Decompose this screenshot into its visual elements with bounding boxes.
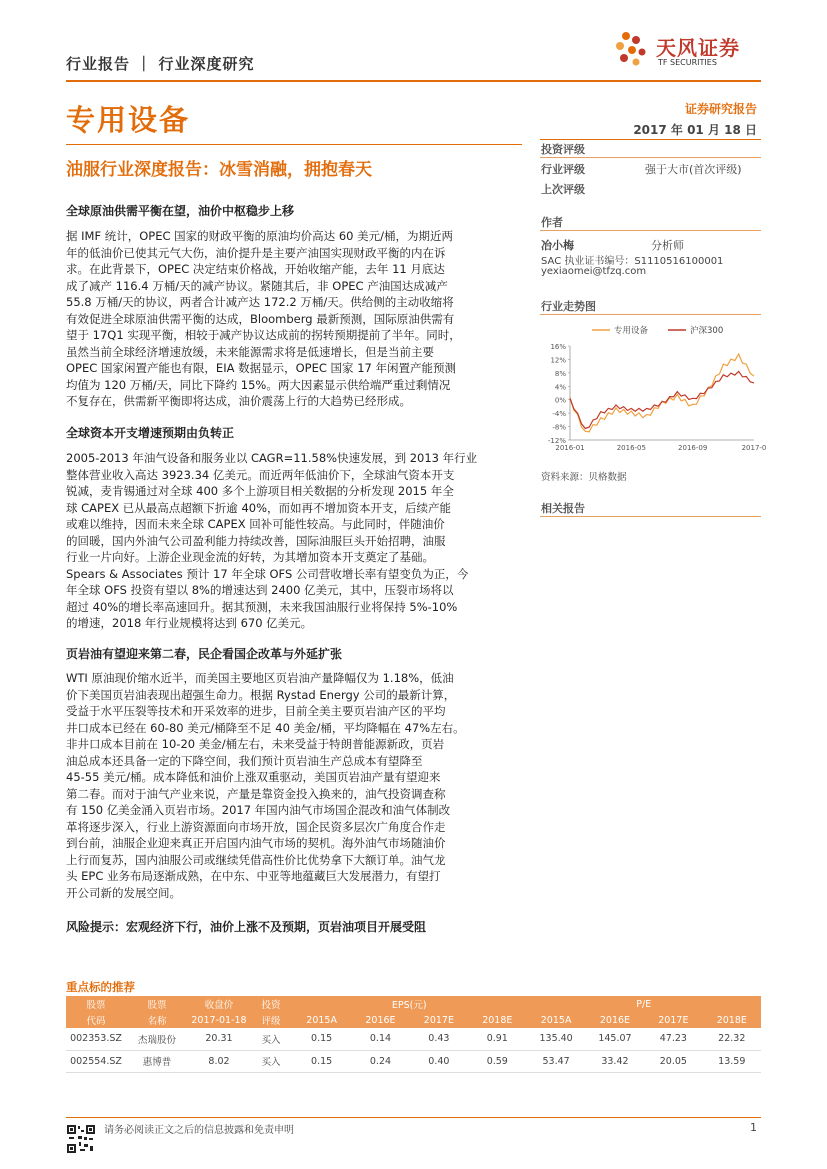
text-line: 超过 40%的增长率高速回升。据其预测，未来我国油服行业将保持 5%-10% (66, 599, 458, 614)
sidebar-rule (540, 516, 761, 517)
rec-title: 重点标的推荐 (66, 980, 135, 994)
table-header: 名称 (126, 1012, 188, 1028)
section-heading-3: 页岩油有望迎来第二春，民企看国企改革与外延扩张 (66, 647, 343, 661)
table-header: 2017-01-18 (188, 1012, 250, 1028)
table-cell: 0.43 (410, 1028, 468, 1050)
table-cell: 47.23 (644, 1028, 702, 1050)
text-line: 55.8 万桶/天的协议，两者合计减产达 172.2 万桶/天。供给侧的主动收缩将 (66, 295, 454, 309)
table-header-row (66, 1012, 761, 1028)
author-sac: SAC 执业证书编号：S1110516100001 (541, 256, 724, 267)
table-cell: 8.02 (188, 1050, 250, 1072)
text-line: 的增速，2018 年行业规模将达到 670 亿美元。 (66, 616, 313, 630)
related-title: 相关报告 (541, 502, 585, 515)
table-cell: 0.40 (410, 1050, 468, 1072)
qr-code-icon (66, 1124, 96, 1154)
table-header-row (66, 996, 761, 1012)
table-header: EPS(元) (292, 996, 526, 1012)
table-header: 投资 (250, 996, 292, 1012)
y-tick-label: 8% (554, 369, 566, 378)
text-line: 望于 17Q1 实现平衡，相较于减产协议达成前的拐转预期提前了半年。同时， (66, 328, 461, 342)
chart-title: 行业走势图 (541, 300, 596, 313)
text-line: 有 150 亿美金涌入页岩市场。2017 年国内油气市场国企混改和油气体制改 (66, 803, 451, 817)
table-cell: 53.47 (526, 1050, 585, 1072)
table-header: 收盘价 (188, 996, 250, 1012)
side-rule (540, 139, 761, 140)
text-line: 有效促进全球原油供需平衡的达成，Bloomberg 最新预测，国际原油供需有 (66, 311, 455, 326)
table-cell: 惠博普 (126, 1050, 188, 1072)
x-tick-label: 2017-0 (741, 444, 767, 452)
header-rule (66, 80, 761, 82)
text-line: 45-55 美元/桶。成本降低和油价上涨双重驱动，美国页岩油产量有望迎来 (66, 770, 441, 784)
table-cell: 002554.SZ (66, 1050, 126, 1072)
text-line: 行业一片向好。上游企业现金流的好转，为其增加资本开支奠定了基础。 (66, 550, 434, 564)
logo (612, 28, 762, 72)
footer-rule (66, 1117, 761, 1118)
table-header: 2018E (468, 1012, 526, 1028)
report-type: 证券研究报告 (684, 102, 757, 116)
table-header: 股票 (126, 996, 188, 1012)
table-header: 2015A (292, 1012, 351, 1028)
text-line: WTI 原油现价缩水近半，而美国主要地区页岩油产量降幅仅为 1.18%，低油 (66, 671, 454, 685)
risk-warning: 风险提示：宏观经济下行，油价上涨不及预期，页岩油项目开展受阻 (66, 920, 427, 934)
legend-label: 沪深300 (690, 326, 724, 336)
table-cell: 20.05 (644, 1050, 702, 1072)
table-cell: 0.14 (351, 1028, 409, 1050)
text-line: 年的低油价已使其元气大伤，油价提升是主要产油国实现财政平衡的内在诉 (66, 245, 446, 260)
sidebar-rule (540, 314, 761, 315)
chart-source: 资料来源：贝格数据 (541, 472, 627, 483)
table-cell: 22.32 (703, 1028, 761, 1050)
text-line: 球 CAPEX 已从最高点超额下折逾 40%，而如再不增加资本开支，后续产能 (66, 500, 451, 515)
sector-title: 专用设备 (66, 103, 191, 137)
table-cell: 0.24 (351, 1050, 409, 1072)
text-line: 价下美国页岩油表现出超强生命力。根据 Rystad Energy 公司的最新计算， (66, 687, 456, 702)
text-line: 到台前，油服企业迎来真正开启国内油气市场的契机。海外油气市场随油价 (66, 836, 446, 850)
text-line: 第二春。而对于油气产业来说，产量是靠资金投入换来的，油气投资调查称 (66, 786, 446, 801)
table-header: 2016E (351, 1012, 409, 1028)
section-heading-1: 全球原油供需平衡在望，油价中枢稳步上移 (66, 204, 295, 218)
text-line: 成了减产 116.4 万桶/天的减产协议。紧随其后，非 OPEC 产油国达成减产 (66, 278, 448, 293)
text-line: 头 EPC 业务布局逐渐成熟，在中东、中亚等地蕴藏巨大发展潜力，有望打 (66, 869, 441, 883)
legend-label: 专用设备 (614, 326, 649, 336)
report-date: 2017 年 01 月 18 日 (633, 123, 757, 137)
series-line-1 (570, 354, 754, 432)
x-tick-label: 2016-01 (555, 444, 585, 452)
x-tick-label: 2016-05 (616, 444, 646, 452)
industry-trend-chart (540, 318, 767, 458)
prev-rating-label: 上次评级 (541, 183, 585, 196)
table-cell: 135.40 (526, 1028, 585, 1050)
table-row (66, 1028, 761, 1050)
section-body-3 (66, 670, 522, 901)
table-header: 评级 (250, 1012, 292, 1028)
table-header: 代码 (66, 1012, 126, 1028)
y-tick-label: 0% (554, 396, 566, 405)
text-line: 开公司新的发展空间。 (66, 885, 181, 900)
table-cell: 0.15 (292, 1028, 351, 1050)
text-line: OPEC 国家闲置产能也有限，EIA 数据显示，OPEC 国家 17 年闲置产能预测 (66, 361, 456, 375)
section-body-1 (66, 228, 522, 410)
text-line: 锐减，麦肯锡通过对全球 400 多个上游项目相关数据的分析发现 2015 年全 (66, 484, 454, 498)
text-line: 或难以维持，因而未来全球 CAPEX 回补可能性较高。与此同时，伴随油价 (66, 517, 445, 531)
text-line: 受益于水平压裂等技术和开采效率的进步，目前全美主要页岩油产区的平均 (66, 704, 446, 718)
recommendation-table (66, 996, 761, 1073)
text-line: 2005-2013 年油气设备和服务业以 CAGR=11.58%快速发展，到 2013 年行业 (66, 451, 478, 465)
page-number: 1 (750, 1121, 757, 1134)
text-line: 非井口成本目前在 10-20 美金/桶左右，未来受益于特朗普能源新政，页岩 (66, 737, 445, 751)
text-line: 整体营业收入高达 3923.34 亿美元。而近两年低油价下，全球油气资本开支 (66, 467, 455, 482)
report-title: 油服行业深度报告：冰雪消融，拥抱春天 (66, 160, 372, 180)
author-title: 作者 (541, 216, 563, 229)
text-line: 井口成本已经在 60-80 美元/桶降至不足 40 美金/桶，平均降幅在 47%左右。 (66, 720, 465, 735)
y-tick-label: -8% (552, 423, 566, 432)
logo-text-en: TF SECURITIES (658, 58, 717, 67)
rating-title: 投资评级 (541, 143, 585, 156)
y-tick-label: 16% (550, 343, 566, 351)
table-cell: 145.07 (586, 1028, 644, 1050)
table-header: 2016E (586, 1012, 644, 1028)
text-line: 年全球 OFS 投资有望以 8%的增速达到 2400 亿美元，其中，压裂市场将以 (66, 583, 454, 597)
text-line: 革将逐步深入，行业上游资源面向市场开放，国企民资多层次广角度合作走 (66, 819, 446, 834)
table-cell: 13.59 (703, 1050, 761, 1072)
text-line: 上行而复苏，国内油服公司或继续凭借高性价比优势拿下大额订单。油气龙 (66, 852, 446, 867)
y-tick-label: -12% (547, 437, 566, 445)
logo-icon (612, 30, 652, 70)
main-rule (66, 144, 522, 145)
text-line: 的回暖，国内外油气公司盈利能力持续改善，国际油服巨头开始招聘，油服 (66, 533, 446, 548)
text-line: Spears & Associates 预计 17 年全球 OFS 公司营收增长率有望变负为正，今 (66, 566, 469, 581)
table-header: 2018E (703, 1012, 761, 1028)
author-role: 分析师 (651, 239, 684, 252)
text-line: 据 IMF 统计，OPEC 国家的财政平衡的原油均价高达 60 美元/桶，为期近两 (66, 229, 453, 243)
table-cell: 002353.SZ (66, 1028, 126, 1050)
y-tick-label: -4% (552, 410, 566, 419)
author-name: 冶小梅 (541, 239, 574, 252)
industry-rating-value: 强于大市(首次评级) (645, 163, 742, 176)
y-tick-label: 12% (550, 356, 566, 365)
text-line: 不复存在，供需新平衡即将达成，油价震荡上行的大趋势已经形成。 (66, 394, 411, 408)
text-line: 求。在此背景下，OPEC 决定结束价格战，开始收缩产能，去年 11 月底达 (66, 262, 445, 276)
industry-rating-label: 行业评级 (541, 163, 585, 176)
table-header: 2017E (410, 1012, 468, 1028)
section-heading-2: 全球资本开支增速预期由负转正 (66, 426, 235, 440)
footer-disclaimer[interactable]: 请务必阅读正文之后的信息披露和免责申明 (104, 1125, 294, 1136)
table-header: P/E (526, 996, 761, 1012)
sidebar-rule (540, 157, 761, 158)
sidebar-rule (540, 230, 761, 231)
report-category: 行业报告 ｜ 行业深度研究 (66, 55, 255, 73)
logo-text-cn: 天风证券 (656, 36, 740, 60)
text-line: 油总成本还具备一定的下降空间，我们预计页岩油生产总成本有望降至 (66, 753, 423, 768)
table-cell: 33.42 (586, 1050, 644, 1072)
y-tick-label: 4% (554, 383, 566, 392)
table-cell: 0.15 (292, 1050, 351, 1072)
text-line: 虽然当前全球经济增速放缓，未来能源需求将是低速增长，但是当前主要 (66, 344, 434, 359)
table-row (66, 1050, 761, 1072)
table-cell: 买入 (250, 1028, 292, 1050)
table-cell: 20.31 (188, 1028, 250, 1050)
x-tick-label: 2016-09 (678, 444, 708, 452)
table-cell: 买入 (250, 1050, 292, 1072)
author-email[interactable]: yexiaomei@tfzq.com (541, 266, 647, 277)
table-cell: 0.91 (468, 1028, 526, 1050)
series-line-2 (570, 371, 754, 428)
text-line: 均值为 120 万桶/天，同比下降约 15%。两大因素显示供给端严重过剩情况 (66, 377, 451, 392)
table-cell: 杰瑞股份 (126, 1028, 188, 1050)
table-header: 股票 (66, 996, 126, 1012)
table-header: 2017E (644, 1012, 702, 1028)
table-header: 2015A (526, 1012, 585, 1028)
table-cell: 0.59 (468, 1050, 526, 1072)
section-body-2 (66, 450, 522, 632)
